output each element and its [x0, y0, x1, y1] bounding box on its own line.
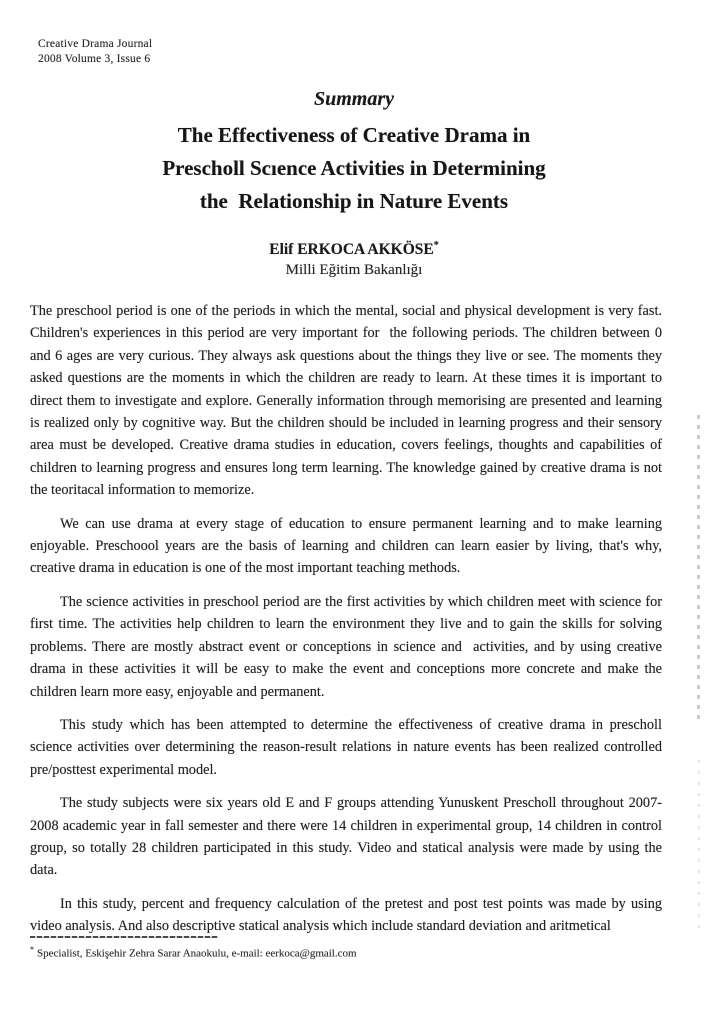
body-paragraph-2: We can use drama at every stage of education to ensure permanent learning and to make learning enjoyable. Preschoool years are the basis of learning and children can learn easier by living, that's why, creative drama in education is one of the most important teaching methods. — [30, 515, 666, 577]
body-paragraph-3: The science activities in preschool period are the first activities by which children meet with science for first time. The activities help children to learn the environment they live and to gain the skills for solving problems. There are mostly abstract event or conceptions in science and activities, and by using creative drama in these activities it will be easy to make the event and conceptions more concrete and make the children learn more easy, enjoyable and permanent. — [30, 593, 666, 700]
author-name — [0, 240, 708, 259]
scan-artifact-right-edge-upper — [697, 415, 700, 720]
scan-artifact-right-edge-lower — [698, 760, 700, 930]
footnote — [30, 943, 590, 961]
journal-issue: 2008 Volume 3, Issue 6 — [38, 53, 151, 65]
author-affiliation: Milli Eğitim Bakanlığı — [285, 262, 423, 279]
article-title-line-2: Prescholl Scıence Activities in Determining — [162, 156, 546, 180]
footnote-separator-rule — [30, 936, 218, 938]
footnote-marker: * — [30, 945, 34, 954]
article-body — [30, 300, 666, 949]
body-paragraph-4: This study which has been attempted to determine the effectiveness of creative drama in prescholl science activities over determining the reason-result relations in nature events has been realized controlled pre/posttest experimental model. — [30, 716, 666, 778]
author-name-text: Elif ERKOCA AKKÖSE — [269, 241, 434, 259]
journal-name: Creative Drama Journal — [38, 38, 153, 50]
article-title-line-1: The Effectiveness of Creative Drama in — [177, 123, 531, 147]
body-paragraph-6: In this study, percent and frequency calculation of the pretest and post test points was made by using video analysis. And also descriptive statical analysis which include standard deviation and aritmetical — [30, 895, 666, 935]
body-paragraph-5: The study subjects were six years old E and F groups attending Yunuskent Prescholl throughout 2007-2008 academic year in fall semester and there were 14 children in experimental group, 14 children in control group, so totally 28 children participated in this study. Video and statical analysis were made by using the data. — [30, 795, 666, 879]
body-paragraph-1: The preschool period is one of the periods in which the mental, social and physical development is very fast. Children's experiences in this period are very important for the following periods. The children between 0 and 6 ages are very curious. They always ask questions about the things they live or see. The moments they asked questions are the moments in which the children are ready to learn. At these times it is important to direct them to investigate and explore. Generally information through memorising are presented and learning is realized only by cognitive way. But the children should be included in learning progress and their sensory area must be developed. Creative drama studies in education, covers feelings, thoughts and capabilities of children to learning progress and ensures long term learning. The knowledge gained by creative drama is not the teoritacal information to memorize. — [30, 303, 666, 499]
summary-heading: Summary — [313, 88, 395, 110]
footnote-block — [30, 936, 590, 961]
title-block — [0, 88, 708, 218]
article-title-line-3: the Relationship in Nature Events — [199, 189, 509, 213]
footnote-text: Specialist, Eskişehir Zehra Sarar Anaokulu, e-mail: eerkoca@gmail.com — [37, 947, 357, 960]
author-block — [0, 240, 708, 279]
author-footnote-marker: * — [433, 240, 439, 251]
journal-header — [38, 37, 152, 67]
